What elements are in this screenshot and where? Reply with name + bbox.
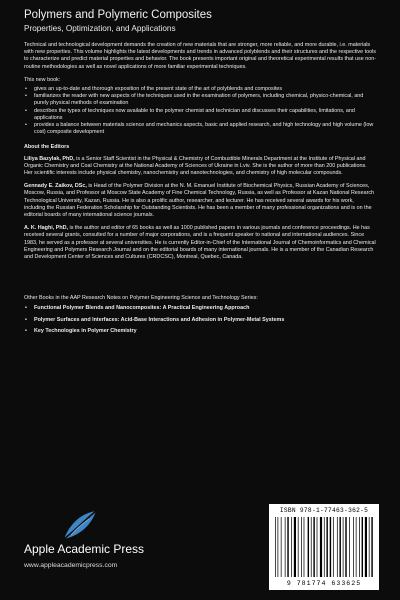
other-books-heading: Other Books in the AAP Research Notes on Polymer Engineering Science and Technology Series: bbox=[24, 295, 258, 302]
feature-item: • provides a balance between materials science and mechanics aspects, basic and applied research, and high technology and high volume (low cost) composite development bbox=[24, 122, 376, 136]
editor-bio-text: is a Senior Staff Scientist in the Physical & Chemistry of Combustible Minerals Department at the Institute of Physical and Organic Chemistry and Coal Chemistry at the National Academy of Sciences of Ukraine in Lviv. She is the author of more than 200 publications. Her scientific interests include physical chemistry, nanochemistry and nanotechnologies, and chemistry of high molecular compounds. bbox=[24, 155, 367, 177]
feature-list bbox=[24, 86, 376, 136]
intro-paragraph: Technical and technological development demands the creation of new materials that are stronger, more reliable, and more durable, i.e. materials with new properties. This volume highlights the latest developments and trends in advanced polyblends and their structures and the respective tools to characterize and predict material properties and behavior. The book presents important original and theoretical experimental results that use non-routine methodologies as well as novel applications of more familiar experimental techniques. bbox=[24, 42, 376, 70]
editor-bio bbox=[24, 225, 376, 261]
other-book-item: • Functional Polymer Blends and Nanocomposites: A Practical Engineering Approach bbox=[24, 305, 376, 312]
editor-bio bbox=[24, 183, 376, 219]
editor-bio bbox=[24, 156, 376, 178]
publisher-name: Apple Academic Press bbox=[24, 542, 145, 556]
other-book-item: • Key Technologies in Polymer Chemistry bbox=[24, 328, 376, 335]
new-book-heading: This new book: bbox=[24, 76, 61, 83]
back-cover-content bbox=[24, 8, 376, 339]
editor-name: Gennady E. Zaikov, DSc, bbox=[24, 183, 87, 190]
apple-leaf-icon bbox=[62, 509, 98, 541]
publisher-logo bbox=[24, 509, 174, 575]
other-book-item: • Polymer Surfaces and Interfaces: Acid-Base Interactions and Adhesion in Polymer-Metal Systems bbox=[24, 317, 376, 324]
book-title: Polymers and Polymeric Composites bbox=[24, 9, 212, 21]
isbn-barcode bbox=[269, 504, 379, 590]
editor-name: A. K. Haghi, PhD, bbox=[24, 225, 69, 232]
barcode-bars bbox=[275, 517, 373, 577]
feature-item: • describes the types of techniques now available to the polymer chemist and technician and discusses their capabilities, limitations, and applications bbox=[24, 108, 376, 122]
book-subtitle: Properties, Optimization, and Applications bbox=[24, 24, 176, 33]
feature-item: • gives an up-to-date and thorough exposition of the present state of the art of polyblends and composites bbox=[24, 86, 376, 93]
feature-item: • familiarizes the reader with new aspects of the techniques used in the examination of polymers, including chemical, physico-chemical, and purely physical methods of examination bbox=[24, 93, 376, 107]
isbn-label: ISBN 978-1-77463-362-5 bbox=[279, 507, 369, 514]
editor-bio-text: is the author and editor of 65 books as well as 1000 published papers in various journals and conference proceedings. He has received several grants, consulted for a number of major corporations, and is a frequent speaker to national and international audiences. Since 1983, he served as a professor at several universities. He is currently Editor-in-Chief of the International Journal of Chemoinformatics and Chemical Engineering and Polymers Research Journal and on the editorial boards of many international journals. He is a member of the Canadian Research and Development Center of Sciences and Cultures (CRDCSC), Montreal, Quebec, Canada. bbox=[24, 225, 376, 261]
barcode-digits: 9 781774 633625 bbox=[286, 580, 362, 587]
other-books-list bbox=[24, 305, 376, 335]
editor-name: Liliya Bazylak, PhD, bbox=[24, 155, 75, 162]
editor-bio-text: is Head of the Polymer Division at the N. M. Emanuel Institute of Biochemical Physics, Russian Academy of Sciences, Moscow, Russia, and Professor at Moscow State Academy of Fine Chemical Technology, Russia, as well as Professor at Kazan National Research Technological University, Kazan, Russia. He is also a prolific author, researcher, and lecturer. He has received several awards for his work, including the Russian Federation Scholarship for Outstanding Scientists. He has been a member of many professional organizations and is on the editorial boards of many international science journals. bbox=[24, 183, 375, 219]
publisher-website[interactable]: www.appleacademicpress.com bbox=[24, 562, 118, 569]
about-editors-heading: About the Editors bbox=[24, 144, 70, 151]
